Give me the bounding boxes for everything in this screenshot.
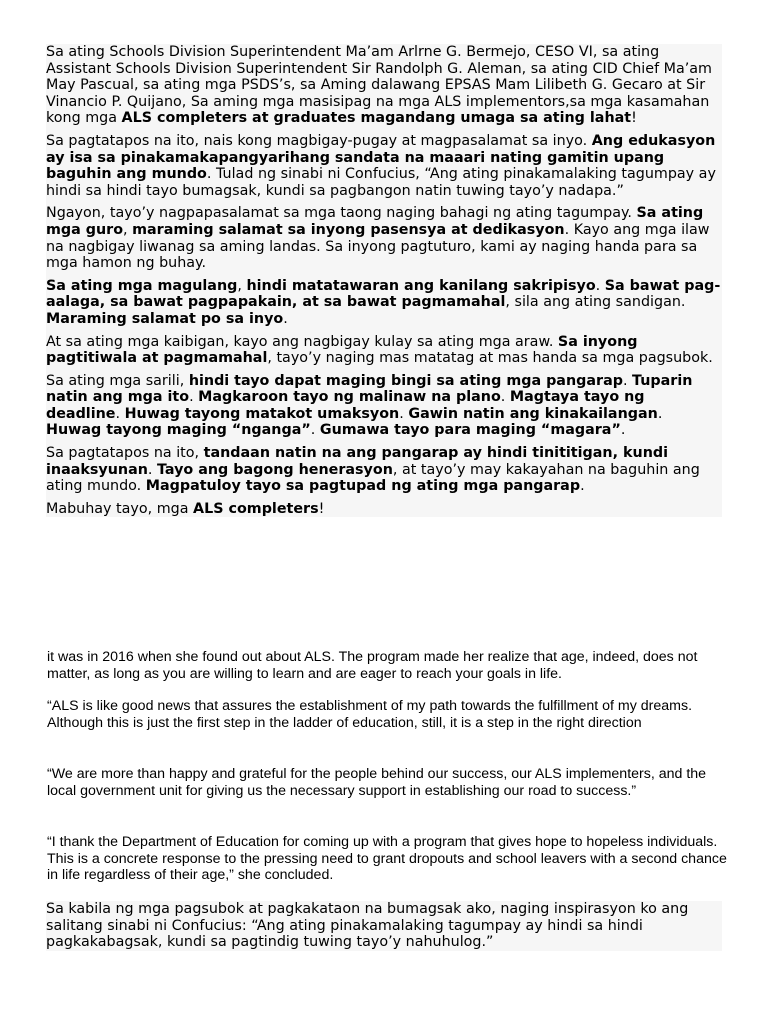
- speech-closing-paragraph: Sa pagtatapos na ito, tandaan natin na ang pangarap ay hindi tinititigan, kundi inaaksyunan. Tayo ang bagong henerasyon, at tayo’y may kakayahan na baguhin ang ating mundo. Magpatuloy tayo sa pagtupad ng ating mga pangarap.: [46, 445, 700, 495]
- closing-quote-section: Sa kabila ng mga pagsubok at pagkakataon na bumagsak ako, naging inspirasyon ko ang salitang sinabi ni Confucius: “Ang ating pinakamalaking tagumpay ay hindi sa hindi pagkakabagsak, kundi sa pagtindig tuwing tayo’y nahuhulog.”: [46, 901, 722, 951]
- article-paragraph-4: “I thank the Department of Education for coming up with a program that gives hope to hopeless individuals. This is a concrete response to the pressing need to grant dropouts and school leavers with a second chance in life regardless of their age,” she concluded.: [47, 834, 727, 884]
- speech-gratitude-paragraph: Sa pagtatapos na ito, nais kong magbigay-pugay at magpasalamat sa inyo. Ang edukasyon ay isa sa pinakamakapangyarihang sandata na maaari nating gamitin upang baguhin ang mundo. Tulad ng sinabi ni Confucius, “Ang ating pinakamalaking tagumpay ay hindi sa hindi tayo bumagsak, kundi sa pagbangon natin tuwing tayo’y nadapa.”: [46, 132, 716, 199]
- speech-teachers-paragraph: Ngayon, tayo’y nagpapasalamat sa mga taong naging bahagi ng ating tagumpay. Sa ating mga guro, maraming salamat sa inyong pasensya at dedikasyon. Kayo ang mga ilaw na nagbigay liwanag sa aming landas. Sa inyong pagtuturo, kami ay naging handa para sa mga hamon ng buhay.: [46, 205, 710, 272]
- article-paragraph-3: “We are more than happy and grateful for the people behind our success, our ALS implementers, and the local government unit for giving us the necessary support in establishing our road to success.”: [47, 766, 707, 799]
- speech-parents-paragraph: Sa ating mga magulang, hindi matatawaran ang kanilang sakripisyo. Sa bawat pag-aalaga, sa bawat pagpapakain, at sa bawat pagmamahal, sila ang ating sandigan. Maraming salamat po sa inyo.: [46, 277, 721, 327]
- article-paragraph-1: it was in 2016 when she found out about ALS. The program made her realize that age, indeed, does not matter, as long as you are willing to learn and are eager to reach your goals in life.: [47, 649, 698, 682]
- speech-mabuhay-line: Mabuhay tayo, mga ALS completers!: [46, 500, 325, 517]
- speech-section: [46, 44, 722, 517]
- article-paragraph-2: “ALS is like good news that assures the establishment of my path towards the fulfillment of my dreams. Although this is just the first step in the ladder of education, still, it is a step in the right direction: [47, 698, 693, 731]
- speech-greeting-paragraph: Sa ating Schools Division Superintendent Ma’am Arlrne G. Bermejo, CESO VI, sa ating Assistant Schools Division Superintendent Sir Randolph G. Aleman, sa ating CID Chief Ma’am May Pascual, sa ating mga PSDS’s, sa Aming dalawang EPSAS Mam Lilibeth G. Gecaro at Sir Vinancio P. Quijano, Sa aming mga masisipag na mga ALS implementors,sa mga kasamahan kong mga ALS completers at graduates magandang umaga sa ating lahat!: [46, 44, 712, 127]
- speech-self-paragraph: Sa ating mga sarili, hindi tayo dapat maging bingi sa ating mga pangarap. Tuparin natin ang mga ito. Magkaroon tayo ng malinaw na plano. Magtaya tayo ng deadline. Huwag tayong matakot umaksyon. Gawin natin ang kinakailangan. Huwag tayong maging “nganga”. Gumawa tayo para maging “magara”.: [46, 372, 693, 439]
- speech-friends-paragraph: At sa ating mga kaibigan, kayo ang nagbigay kulay sa ating mga araw. Sa inyong pagtitiwala at pagmamahal, tayo’y naging mas matatag at mas handa sa mga pagsubok.: [46, 333, 713, 367]
